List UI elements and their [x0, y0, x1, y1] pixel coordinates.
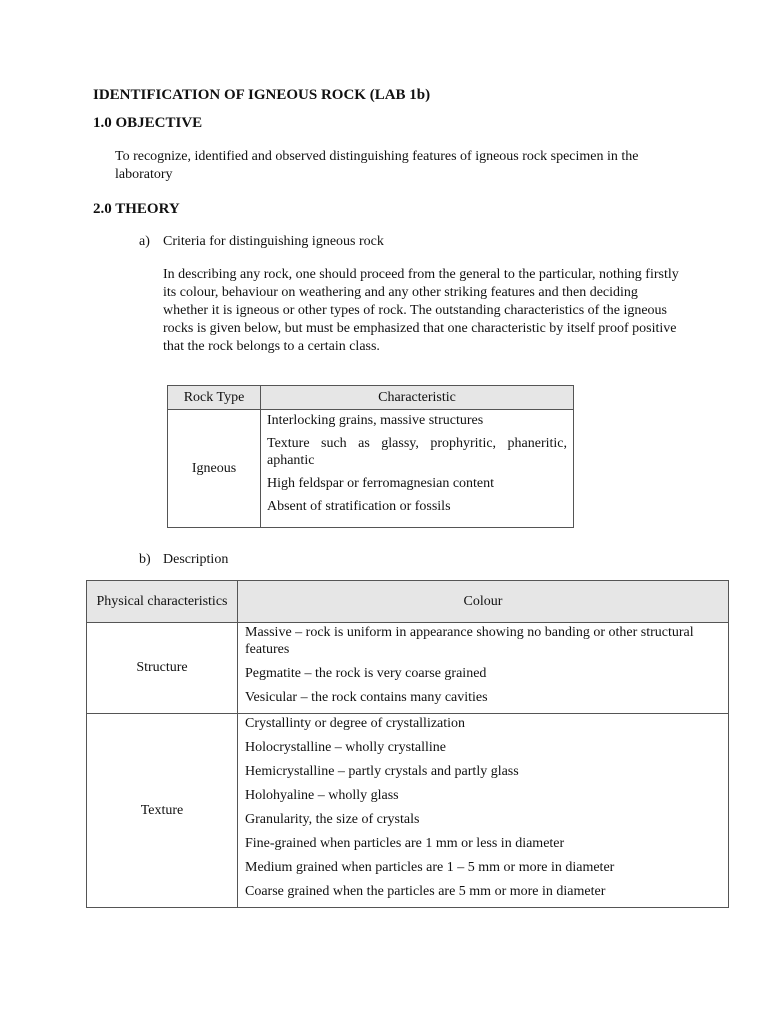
subsection-a-label: a): [139, 234, 150, 249]
characteristic-item: Absent of stratification or fossils: [267, 499, 451, 514]
detail-item: Holohyaline – wholly glass: [245, 788, 399, 803]
detail-item: Granularity, the size of crystals: [245, 812, 420, 827]
texture-details-cell: [238, 714, 729, 908]
table-row: [87, 714, 729, 908]
header-characteristic: Characteristic: [261, 386, 574, 410]
characteristic-item: High feldspar or ferromagnesian content: [267, 476, 495, 491]
characteristic-cell: [261, 410, 574, 528]
table-row: [87, 623, 729, 714]
section-heading-objective: 1.0 OBJECTIVE: [93, 115, 203, 131]
subsection-b-label: b): [139, 552, 151, 567]
document-title: IDENTIFICATION OF IGNEOUS ROCK (LAB 1b): [93, 87, 431, 103]
rock-type-table: [167, 385, 574, 528]
subsection-b-title: Description: [163, 552, 229, 567]
subsection-a-heading: [139, 234, 384, 250]
characteristic-item: Texture such as glassy, prophyritic, phaneritic, aphantic: [267, 436, 567, 468]
detail-item: Fine-grained when particles are 1 mm or less in diameter: [245, 836, 565, 851]
detail-item: Pegmatite – the rock is very coarse grained: [245, 666, 487, 681]
header-physical-characteristics: Physical characteristics: [87, 581, 238, 623]
header-colour: Colour: [238, 581, 729, 623]
detail-item: Crystallinty or degree of crystallization: [245, 716, 466, 731]
description-table: [86, 580, 729, 908]
detail-item: Holocrystalline – wholly crystalline: [245, 740, 447, 755]
subsection-a-title: Criteria for distinguishing igneous rock: [163, 234, 384, 249]
detail-item: Coarse grained when the particles are 5 mm or more in diameter: [245, 884, 606, 899]
structure-details-cell: [238, 623, 729, 714]
table-row: [168, 410, 574, 528]
header-rock-type: Rock Type: [168, 386, 261, 410]
rock-type-cell: Igneous: [168, 410, 261, 528]
characteristic-item: Interlocking grains, massive structures: [267, 413, 484, 428]
table-header-row: [168, 386, 574, 410]
table-header-row: [87, 581, 729, 623]
detail-item: Hemicrystalline – partly crystals and partly glass: [245, 764, 519, 779]
section-heading-theory: 2.0 THEORY: [93, 201, 180, 217]
criteria-paragraph: In describing any rock, one should proceed from the general to the particular, nothing firstly its colour, behaviour on weathering and any other striking features and then deciding whether it is igneous or other types of rock. The outstanding characteristics of the igneous rocks is given below, but must be emphasized that one characteristic by itself proof positive that the rock belongs to a certain class.: [163, 267, 679, 354]
structure-cell: Structure: [87, 623, 238, 714]
detail-item: Medium grained when particles are 1 – 5 mm or more in diameter: [245, 860, 615, 875]
objective-text: To recognize, identified and observed distinguishing features of igneous rock specimen in the laboratory: [115, 149, 639, 182]
texture-cell: Texture: [87, 714, 238, 908]
detail-item: Vesicular – the rock contains many cavities: [245, 690, 488, 705]
detail-item: Massive – rock is uniform in appearance showing no banding or other structural features: [245, 625, 694, 657]
subsection-b-heading: [139, 552, 228, 568]
